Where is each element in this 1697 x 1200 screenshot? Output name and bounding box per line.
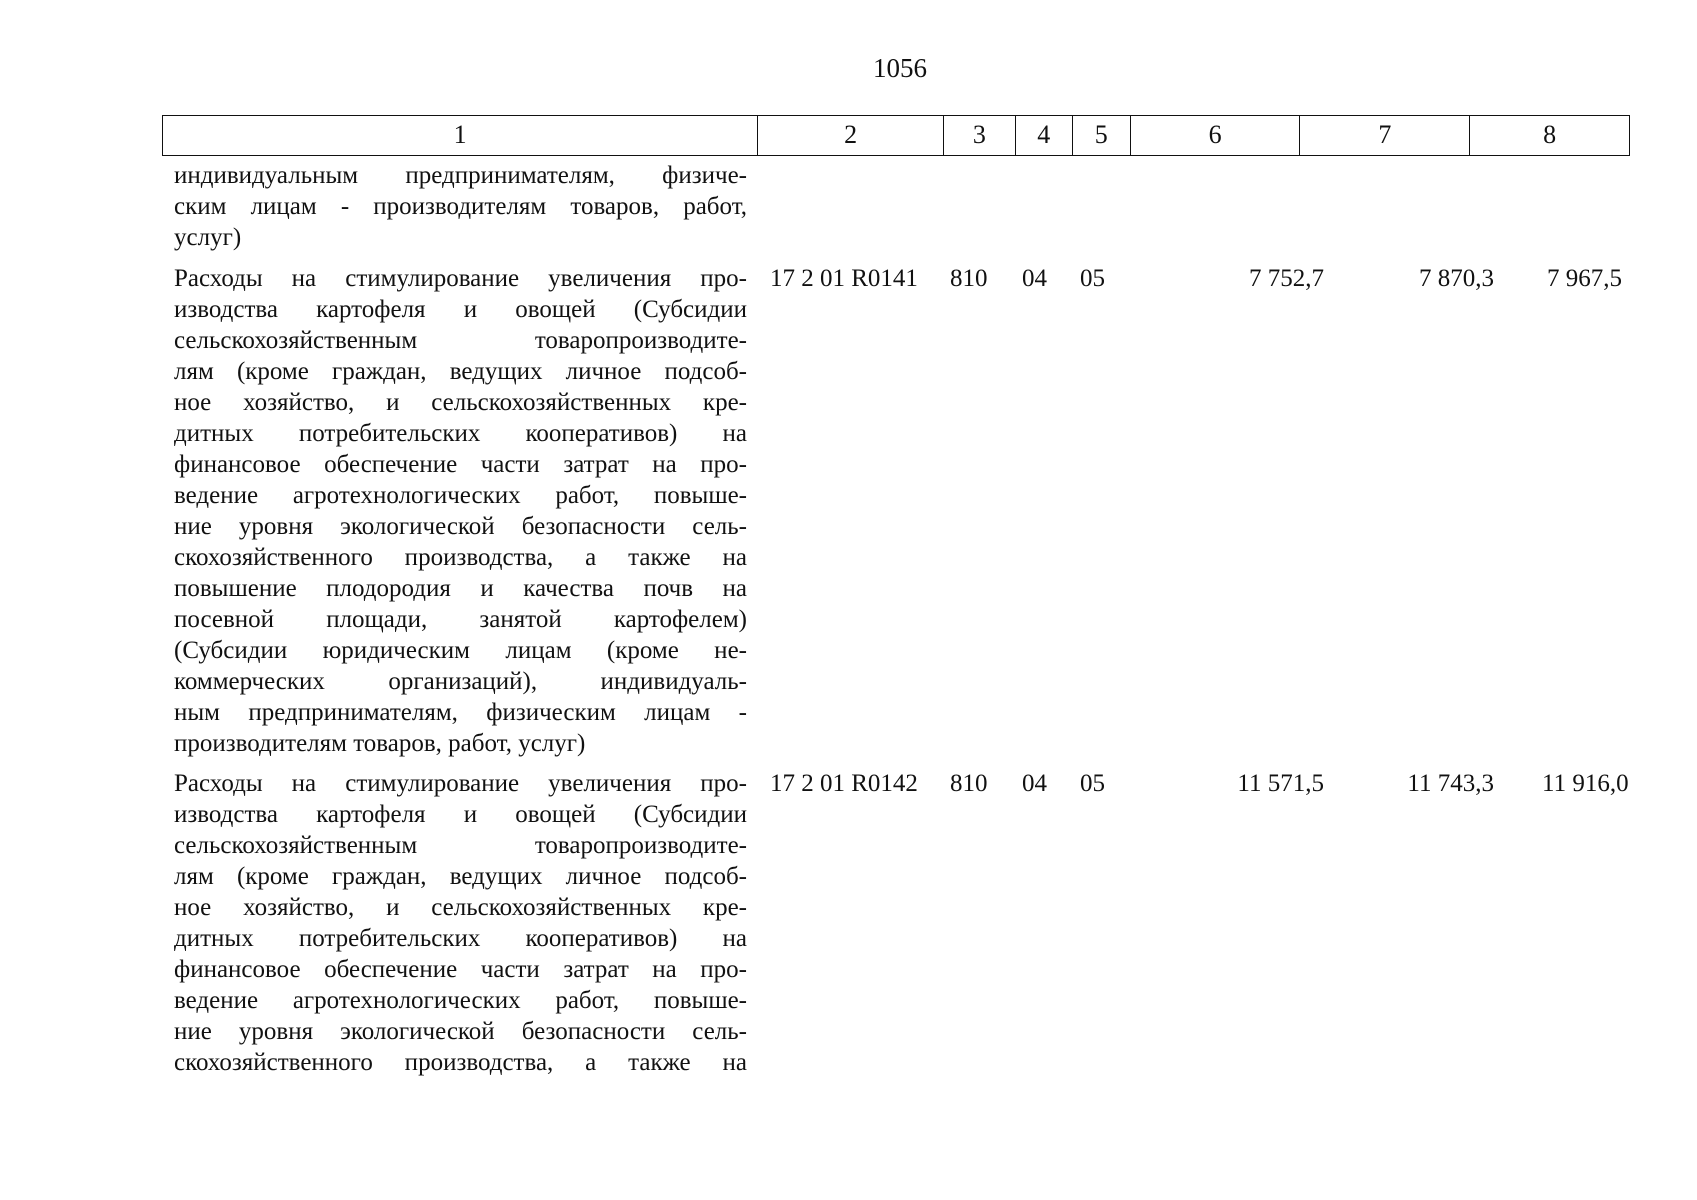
- expense-type: 810: [950, 770, 988, 797]
- desc-line: посевной площади, занятой картофелем): [174, 606, 747, 633]
- section-code: 04: [1022, 265, 1047, 292]
- page-number: 1056: [873, 53, 927, 83]
- desc-line: повышение плодородия и качества почв на: [174, 575, 747, 602]
- target-code: 17 2 01 R0142: [770, 770, 918, 797]
- desc-line: Расходы на стимулирование увеличения про-: [174, 770, 747, 797]
- desc-line: индивидуальным предпринимателям, физиче-: [174, 162, 747, 189]
- header-col-7: 7: [1300, 116, 1470, 155]
- desc-line: скохозяйственного производства, а также на: [174, 544, 747, 571]
- amount-col-7: 7 870,3: [1419, 265, 1494, 292]
- desc-line: ние уровня экологической безопасности сель-: [174, 1018, 747, 1045]
- header-col-8: 8: [1543, 120, 1557, 149]
- amount-col-7: 11 743,3: [1407, 770, 1494, 797]
- row-description: [174, 263, 747, 759]
- header-col-2: 2: [758, 116, 944, 155]
- header-col-3: 3: [944, 116, 1016, 155]
- row-description: [174, 160, 747, 253]
- desc-line: ное хозяйство, и сельскохозяйственных кре-: [174, 389, 747, 416]
- section-code: 04: [1022, 770, 1047, 797]
- header-col-4: 4: [1016, 116, 1073, 155]
- header-col-5: 5: [1073, 116, 1131, 155]
- expense-type: 810: [950, 265, 988, 292]
- desc-line: ведение агротехнологических работ, повыше-: [174, 987, 747, 1014]
- desc-line: (Субсидии юридическим лицам (кроме не-: [174, 637, 747, 664]
- amount-col-8: 11 916,0: [1542, 770, 1629, 797]
- desc-line: ведение агротехнологических работ, повыше-: [174, 482, 747, 509]
- subsection-code: 05: [1080, 265, 1105, 292]
- subsection-code: 05: [1080, 770, 1105, 797]
- desc-line: лям (кроме граждан, ведущих личное подсоб-: [174, 863, 747, 890]
- desc-line: дитных потребительских кооперативов) на: [174, 925, 747, 952]
- desc-line: финансовое обеспечение части затрат на про-: [174, 451, 747, 478]
- amount-col-6: 7 752,7: [1249, 265, 1324, 292]
- desc-line: лям (кроме граждан, ведущих личное подсоб-: [174, 358, 747, 385]
- desc-line: изводства картофеля и овощей (Субсидии: [174, 801, 747, 828]
- desc-line: ние уровня экологической безопасности сель-: [174, 513, 747, 540]
- desc-line: сельскохозяйственным товаропроизводите-: [174, 832, 747, 859]
- desc-line: Расходы на стимулирование увеличения про-: [174, 265, 747, 292]
- amount-col-6: 11 571,5: [1237, 770, 1324, 797]
- table-header: [162, 115, 1630, 156]
- amount-col-8: 7 967,5: [1547, 265, 1622, 292]
- row-description: [174, 768, 747, 1078]
- desc-line: изводства картофеля и овощей (Субсидии: [174, 296, 747, 323]
- desc-line: услуг): [174, 224, 242, 251]
- desc-line: производителям товаров, работ, услуг): [174, 730, 586, 757]
- desc-line: ным предпринимателям, физическим лицам -: [174, 699, 747, 726]
- desc-line: коммерческих организаций), индивидуаль-: [174, 668, 747, 695]
- desc-line: ное хозяйство, и сельскохозяйственных кре-: [174, 894, 747, 921]
- header-col-6: 6: [1131, 116, 1301, 155]
- desc-line: дитных потребительских кооперативов) на: [174, 420, 747, 447]
- desc-line: финансовое обеспечение части затрат на про-: [174, 956, 747, 983]
- desc-line: скохозяйственного производства, а также на: [174, 1049, 747, 1076]
- target-code: 17 2 01 R0141: [770, 265, 918, 292]
- desc-line: сельскохозяйственным товаропроизводите-: [174, 327, 747, 354]
- desc-line: ским лицам - производителям товаров, работ,: [174, 193, 747, 220]
- header-col-1: 1: [163, 116, 758, 155]
